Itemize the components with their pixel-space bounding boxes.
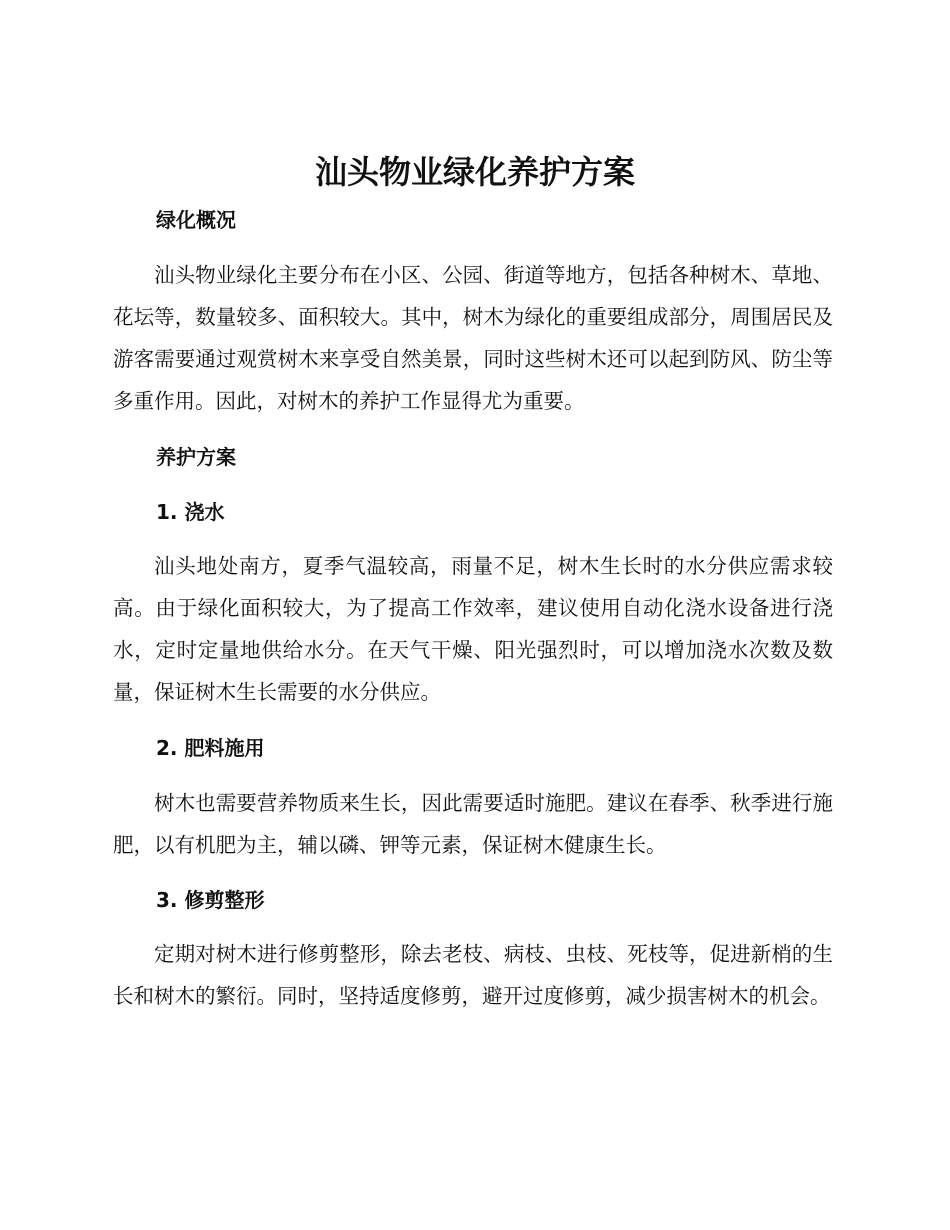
section-heading-greening-overview: 绿化概况 — [156, 208, 236, 232]
section-paragraph-fertilizer: 树木也需要营养物质来生长，因此需要适时施肥。建议在春季、秋季进行施肥，以有机肥为主，辅以磷、钾等元素，保证树木健康生长。 — [113, 791, 833, 857]
section-paragraph-pruning: 定期对树木进行修剪整形，除去老枝、病枝、虫枝、死枝等，促进新梢的生长和树木的繁衍。同时，坚持适度修剪，避开过度修剪，减少损害树木的机会。 — [113, 942, 833, 1008]
section-heading-pruning: 3. 修剪整形 — [156, 888, 265, 912]
section-heading-fertilizer: 2. 肥料施用 — [156, 736, 265, 760]
section-heading-maintenance-plan: 养护方案 — [156, 445, 236, 469]
section-heading-watering: 1. 浇水 — [156, 500, 225, 524]
section-paragraph-watering: 汕头地处南方，夏季气温较高，雨量不足，树木生长时的水分供应需求较高。由于绿化面积较大，为了提高工作效率，建议使用自动化浇水设备进行浇水，定时定量地供给水分。在天气干燥、阳光强烈时，可以增加浇水次数及数量，保证树木生长需要的水分供应。 — [113, 554, 833, 704]
document-title: 汕头物业绿化养护方案 — [314, 153, 635, 191]
section-paragraph-greening-overview: 汕头物业绿化主要分布在小区、公园、街道等地方，包括各种树木、草地、花坛等，数量较多、面积较大。其中，树木为绿化的重要组成部分，周围居民及游客需要通过观赏树木来享受自然美景，同时这些树木还可以起到防风、防尘等多重作用。因此，对树木的养护工作显得尤为重要。 — [113, 263, 833, 413]
